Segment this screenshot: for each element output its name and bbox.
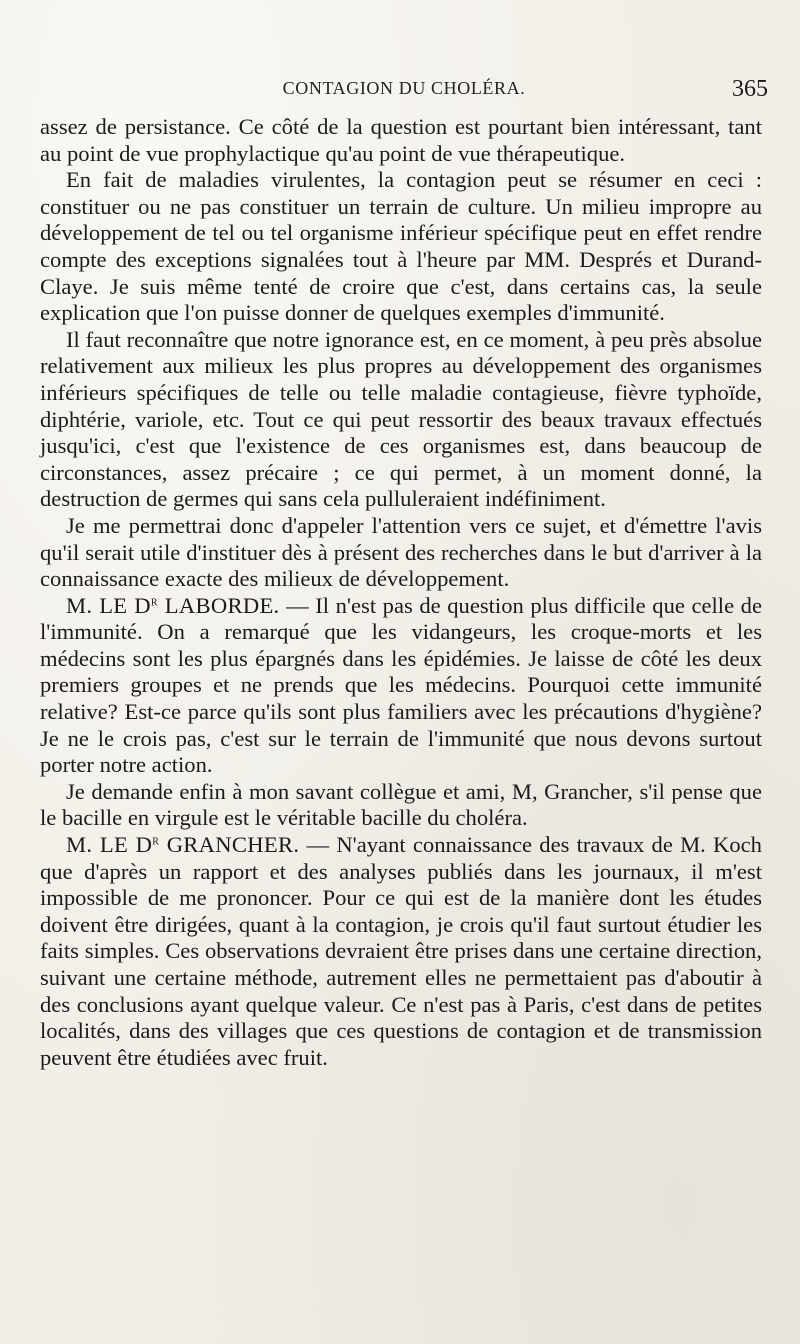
paragraph-ignorance: Il faut reconnaître que notre ignorance est, en ce moment, à peu près absolue relativement aux milieux les plus propres au développement des organismes inférieurs spécifiques de telle ou telle maladie contagieuse, fièvre typhoïde, diphtérie, variole, etc. Tout ce qui peut ressortir des beaux travaux effectués jusqu'ici, c'est que l'existence de ces organismes est, dans beaucoup de circonstances, assez précaire ; ce qui permet, à un moment donné, la destruction de germes qui sans cela pulluleraient indéfiniment. (40, 326, 762, 512)
page-number: 365 (732, 76, 768, 102)
speaker-name: LABORDE. (164, 592, 280, 618)
running-title: CONTAGION DU CHOLÉRA. (282, 78, 526, 98)
paragraph-call-attention: Je me permettrai donc d'appeler l'attention vers ce sujet, et d'émettre l'avis qu'il serait utile d'instituer dès à présent des recherches dans le but d'arriver à la connaissance exacte des milieux de développement. (40, 512, 762, 592)
paragraph-text: — N'ayant connaissance des travaux de M. Koch que d'après un rapport et des analyses publiés dans les journaux, il m'est impossible de me prononcer. Pour ce qui est de la manière dont les études doivent être dirigées, quant à la contagion, je crois qu'il faut surtout étudier les faits simples. Ces observations devraient être prises dans une certaine direction, suivant une certaine méthode, autrement elles ne permettaient pas d'aboutir à des conclusions ayant quelque valeur. Ce n'est pas à Paris, c'est dans de petites localités, dans des villages que ces questions de contagion et de transmission peuvent être étudiées avec fruit. (40, 832, 762, 1070)
speaker-prefix: M. LE D (66, 832, 153, 858)
paragraph-virulent-diseases: En fait de maladies virulentes, la contagion peut se résumer en ceci : constituer ou ne pas constituer un terrain de culture. Un milieu impropre au développement de tel ou tel organisme inférieur spécifique peut en effet rendre compte des exceptions signalées tout à l'heure par MM. Després et Durand-Claye. Je suis même tenté de croire que c'est, dans certains cas, la seule explication que l'on puisse donner de quelques exemples d'immunité. (40, 167, 762, 326)
paragraph-text: — Il n'est pas de question plus difficile que celle de l'immunité. On a remarqué que les vidangeurs, les croque-morts et les médecins sont les plus épargnés dans les épidémies. Je laisse de côté les deux premiers groupes et ne prends que les médecins. Pourquoi cette immunité relative? Est-ce parce qu'ils sont plus familiers avec les précautions d'hygiène? Je ne le crois pas, c'est sur le terrain de l'immunité que nous devons surtout porter notre action. (40, 592, 763, 778)
paragraph-laborde (40, 593, 762, 779)
speaker-sup: r (152, 833, 160, 849)
speaker-name: GRANCHER. (166, 832, 300, 858)
page-header (40, 76, 768, 106)
speaker-grancher (66, 832, 299, 857)
speaker-sup: r (150, 593, 158, 609)
body-text (40, 114, 762, 1071)
paragraph-continuation: assez de persistance. Ce côté de la question est pourtant bien intéressant, tant au point de vue prophylactique qu'au point de vue thérapeutique. (40, 114, 762, 166)
speaker-prefix: M. LE D (66, 592, 151, 618)
paragraph-grancher (40, 832, 762, 1071)
paragraph-question-grancher: Je demande enfin à mon savant collègue et ami, M, Grancher, s'il pense que le bacille en virgule est le véritable bacille du choléra. (40, 778, 762, 831)
speaker-laborde (66, 593, 280, 618)
